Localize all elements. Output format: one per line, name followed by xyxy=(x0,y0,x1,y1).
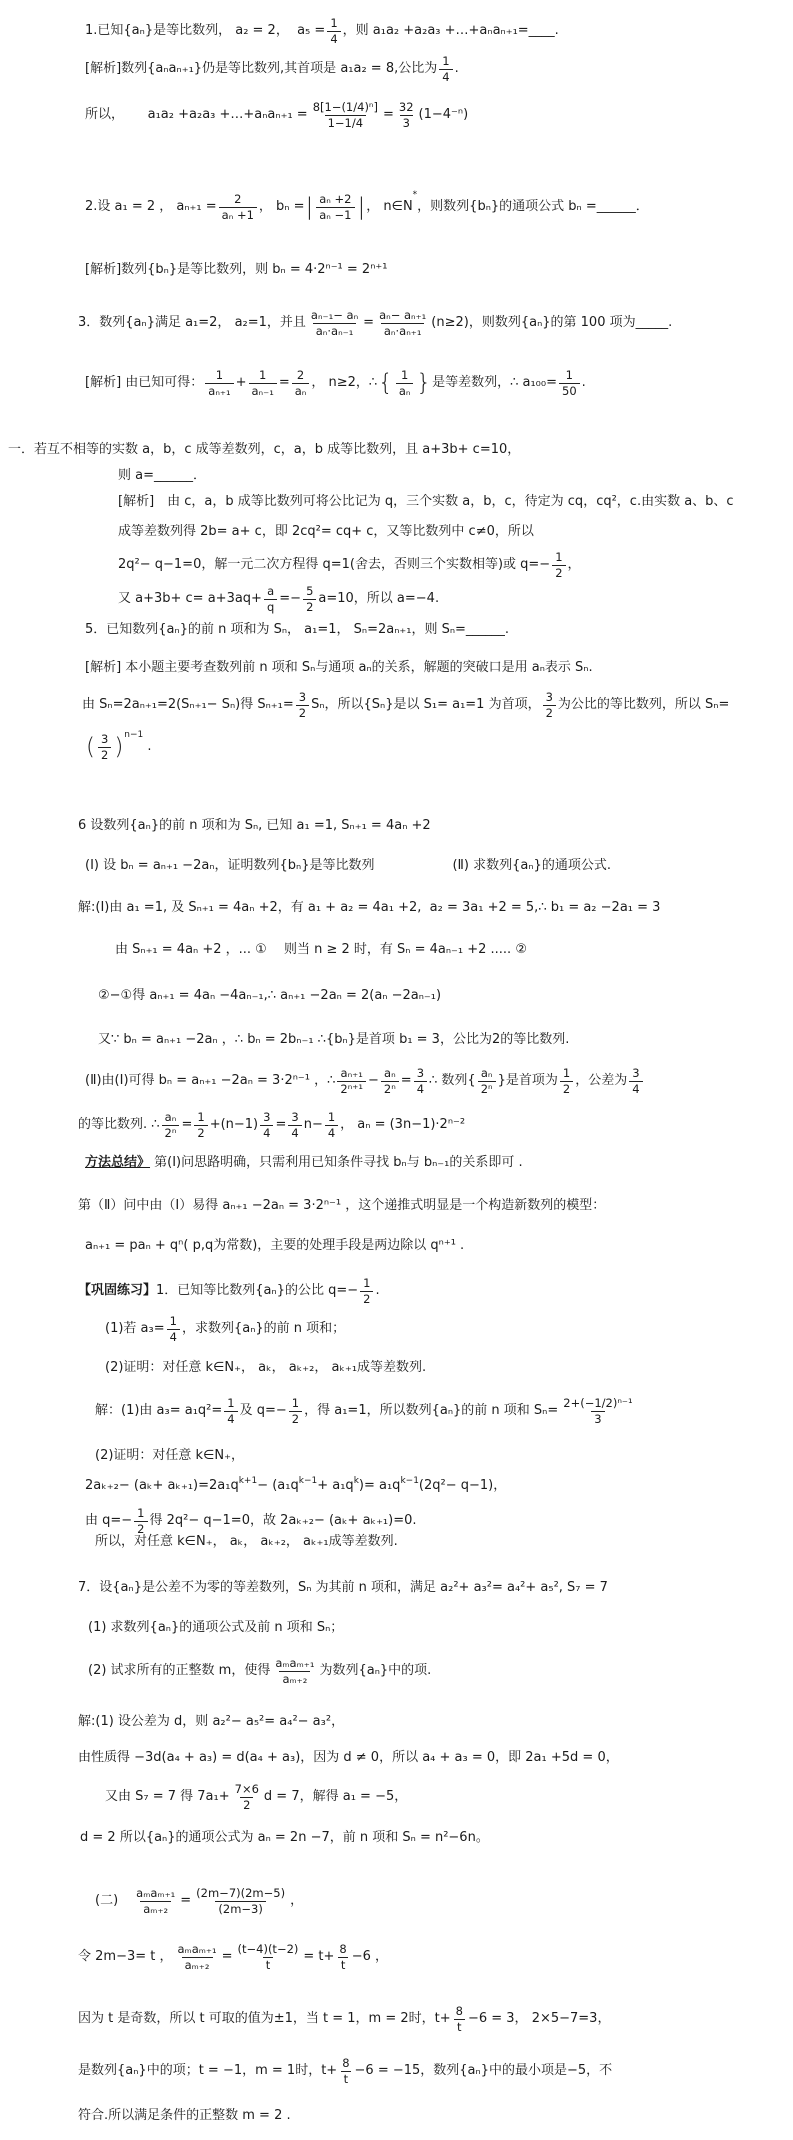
text-run: [解析] 由已知可得： xyxy=(85,375,204,391)
superscript: k xyxy=(353,1476,359,1486)
text-run: (2)证明：对任意 k∈N₊， aₖ， aₖ₊₂， aₖ₊₁成等差数列. xyxy=(105,1360,427,1375)
fraction-numerator: 5 xyxy=(306,584,314,598)
fraction-denominator: 4 xyxy=(439,69,452,85)
math-fraction xyxy=(205,368,233,399)
fraction-denominator: 2 xyxy=(240,1797,253,1813)
fraction-denominator: 4 xyxy=(325,1125,338,1141)
text-run: 的等比数列. ∴ xyxy=(78,1117,160,1133)
text-run: 成等差数列得 2b= a+ c，即 2cq²= cq+ c，又等比数列中 c≠0，所以 xyxy=(118,524,534,539)
text-run: 及 q=− xyxy=(239,1403,287,1419)
math-fraction xyxy=(560,1066,573,1097)
math-fraction xyxy=(288,1110,301,1141)
math-fraction xyxy=(272,1656,317,1687)
doc-line xyxy=(78,1942,388,1973)
math-fraction xyxy=(327,16,340,47)
math-fraction xyxy=(453,2004,466,2035)
doc-line xyxy=(82,690,729,721)
math-fraction xyxy=(162,1110,180,1141)
text-run: aₙ₊₁ = paₙ + qⁿ( p,q为常数)，主要的处理手段是两边除以 qⁿ⁺¹ . xyxy=(85,1238,465,1253)
doc-line xyxy=(95,1396,638,1427)
text-run: = xyxy=(383,107,394,123)
fraction-denominator: aₘ₊₂ xyxy=(279,1671,310,1687)
fraction-denominator: aₙ₊₁ xyxy=(205,383,233,399)
doc-line xyxy=(85,1506,417,1537)
text-run: (n≥2)，则数列{aₙ}的第 100 项为_____. xyxy=(431,315,673,331)
text-run: ∴ 数列{ xyxy=(429,1073,476,1089)
fraction-numerator: 1 xyxy=(400,368,409,382)
math-fraction xyxy=(439,54,452,85)
text-run: d = 2 所以{aₙ}的通项公式为 aₙ = 2n −7，前 n 项和 Sₙ = n²−6n。 xyxy=(80,1830,489,1845)
text-run: (1)若 a₃= xyxy=(105,1321,165,1337)
doc-line xyxy=(85,1238,464,1254)
text-run: 为数列{aₙ}中的项. xyxy=(319,1663,432,1679)
fraction-numerator: 8 xyxy=(339,1942,347,1956)
math-fraction xyxy=(559,368,580,399)
doc-line xyxy=(85,660,593,676)
text-run: 又由 S₇ = 7 得 7a₁+ xyxy=(105,1789,230,1805)
text-run: 所以，对任意 k∈N₊， aₖ， aₖ₊₂， aₖ₊₁成等差数列. xyxy=(95,1534,398,1549)
fraction-denominator: 2 xyxy=(360,1291,373,1307)
doc-line xyxy=(85,858,611,874)
fraction-numerator: a xyxy=(267,584,275,598)
doc-line xyxy=(118,494,734,510)
math-fraction xyxy=(292,368,310,399)
doc-line xyxy=(78,2004,610,2035)
text-run: )= a₁q xyxy=(358,1478,401,1493)
math-fraction xyxy=(194,1110,207,1141)
text-run: − xyxy=(367,1073,379,1089)
big-delimiter: ) xyxy=(114,733,124,760)
doc-line xyxy=(8,442,520,458)
fraction-numerator: 1 xyxy=(227,1396,235,1410)
doc-line xyxy=(95,1886,303,1917)
doc-line xyxy=(85,262,387,278)
text-run: 2aₖ₊₂− (aₖ+ aₖ₊₁)=2a₁q xyxy=(85,1478,239,1493)
text-run: 2.设 a₁ = 2 ， aₙ₊₁ = xyxy=(85,199,217,215)
text-run: (Ⅱ)由(Ⅰ)可得 bₙ = aₙ₊₁ −2aₙ = 3·2ⁿ⁻¹ ，∴ xyxy=(85,1073,336,1089)
text-run: a=10，所以 a=−4. xyxy=(318,591,440,607)
math-fraction xyxy=(175,1942,220,1973)
text-run: 是数列{aₙ}中的项；t = −1，m = 1时，t+ xyxy=(78,2063,338,2079)
doc-line xyxy=(85,368,586,399)
text-run: 1．已知等比数列{aₙ}的公比 q=− xyxy=(156,1283,359,1299)
doc-line xyxy=(85,16,559,47)
doc-line xyxy=(98,988,441,1004)
text-run: 得 2q²− q−1=0，故 2aₖ₊₂− (aₖ+ aₖ₊₁)=0. xyxy=(149,1513,417,1529)
doc-line xyxy=(98,1032,569,1048)
doc-line xyxy=(78,2056,612,2087)
math-fraction xyxy=(260,1110,273,1141)
fraction-denominator: 2 xyxy=(98,747,111,763)
math-fraction xyxy=(543,690,556,721)
fraction-denominator: t xyxy=(263,1957,274,1973)
fraction-numerator: 1 xyxy=(363,1276,371,1290)
fraction-numerator: 3 xyxy=(632,1066,640,1080)
doc-line xyxy=(85,54,459,85)
text-run: 符合.所以满足条件的正整数 m = 2 . xyxy=(78,2108,291,2123)
fraction-denominator: aₙ xyxy=(396,383,414,399)
fraction-numerator: 1 xyxy=(330,16,338,30)
text-run: 因为 t 是奇数，所以 t 可取的值为±1，当 t = 1，m = 2时，t+ xyxy=(78,2011,451,2027)
fraction-denominator: 2 xyxy=(560,1081,573,1097)
fraction-denominator: 1−1/4 xyxy=(325,115,366,131)
fraction-denominator: 4 xyxy=(224,1411,237,1427)
math-fraction xyxy=(336,1942,349,1973)
doc-line xyxy=(118,524,534,540)
fraction-numerator: aₙ xyxy=(164,1110,177,1124)
math-fraction xyxy=(414,1066,427,1097)
math-fraction xyxy=(235,1942,302,1973)
text-run: ，求数列{aₙ}的前 n 项和； xyxy=(181,1321,346,1337)
text-run: d = 7，解得 a₁ = −5， xyxy=(263,1789,408,1805)
text-run: +(n−1) xyxy=(209,1117,259,1133)
text-run: ， xyxy=(290,1893,304,1909)
doc-line xyxy=(85,192,649,223)
text-run: [解析]数列{bₙ}是等比数列，则 bₙ = 4·2ⁿ⁻¹ = 2ⁿ⁺¹ xyxy=(85,262,388,277)
text-run: . xyxy=(375,1283,380,1299)
fraction-denominator: 2 xyxy=(303,599,316,615)
doc-line xyxy=(78,308,672,339)
math-fraction xyxy=(325,1110,338,1141)
doc-line xyxy=(105,1314,345,1345)
math-fraction xyxy=(316,192,354,223)
doc-line xyxy=(118,584,439,615)
fraction-numerator: 3 xyxy=(298,690,307,704)
fraction-numerator: aₙ xyxy=(384,1066,396,1080)
fraction-denominator: aₙ +1 xyxy=(219,207,257,223)
math-fraction xyxy=(478,1066,496,1097)
doc-line xyxy=(88,1620,343,1636)
fraction-denominator: aₙ xyxy=(292,383,310,399)
fraction-numerator: 32 xyxy=(398,100,414,114)
fraction-numerator: 3 xyxy=(100,732,109,746)
math-fraction xyxy=(249,368,277,399)
underlined-heading: 方法总结》 xyxy=(85,1155,151,1170)
fraction-denominator: 2ⁿ xyxy=(478,1081,496,1097)
fraction-numerator: 3 xyxy=(291,1110,299,1124)
fraction-numerator: 8[1−(1/4)ⁿ] xyxy=(312,100,378,114)
math-fraction xyxy=(396,100,417,131)
fraction-denominator: t xyxy=(338,1957,349,1973)
text-run: . xyxy=(143,739,152,755)
math-fraction xyxy=(296,690,309,721)
text-run: (二) xyxy=(95,1893,132,1909)
text-run: 又∵ bₙ = aₙ₊₁ −2aₙ ，∴ bₙ = 2bₙ₋₁ ∴{bₙ}是首项 b₁ = 3，公比为2的等比数列. xyxy=(98,1032,570,1047)
fraction-numerator: 1 xyxy=(215,368,224,382)
doc-line xyxy=(78,1276,380,1307)
text-run: 第(Ⅰ)问思路明确，只需利用已知条件寻找 bₙ与 bₙ₋₁的关系即可 . xyxy=(150,1155,523,1170)
fraction-numerator: 8 xyxy=(342,2056,350,2070)
text-run: [解析]数列{aₙaₙ₊₁}仍是等比数列,其首项是 a₁a₂ = 8,公比为 xyxy=(85,61,438,77)
math-fraction xyxy=(376,308,429,339)
fraction-numerator: 2 xyxy=(296,368,305,382)
text-run: 由性质得 −3d(a₄ + a₃) = d(a₄ + a₃)，因为 d ≠ 0，所以 a₄ + a₃ = 0，即 2a₁ +5d = 0， xyxy=(78,1750,619,1765)
text-run: 1.已知{aₙ}是等比数列， a₂ = 2， a₅ = xyxy=(85,23,326,39)
superscript: n−1 xyxy=(124,730,144,740)
text-run: 3．数列{aₙ}满足 a₁=2， a₂=1，并且 xyxy=(78,315,306,331)
text-run: + xyxy=(235,375,247,391)
superscript: k−1 xyxy=(298,1476,318,1486)
fraction-numerator: 3 xyxy=(545,690,553,704)
fraction-numerator: (t−4)(t−2) xyxy=(237,1942,299,1956)
fraction-numerator: 1 xyxy=(169,1314,177,1328)
math-fraction xyxy=(219,192,257,223)
text-run: 由 Sₙ₊₁ = 4aₙ +2 ，... ① 则当 n ≥ 2 时，有 Sₙ = 4aₙ₋₁ +2 ..... ② xyxy=(115,942,527,957)
text-run: = xyxy=(181,1117,193,1133)
fraction-numerator: 1 xyxy=(258,368,267,382)
text-run: ， bₙ = xyxy=(258,199,305,215)
text-run: ，公差为 xyxy=(575,1073,628,1089)
fraction-denominator: (2m−3) xyxy=(215,1901,265,1917)
fraction-numerator: (2m−7)(2m−5) xyxy=(196,1886,286,1900)
fraction-numerator: 1 xyxy=(562,1066,571,1080)
doc-line xyxy=(78,2108,291,2124)
fraction-denominator: aₙ₋₁ xyxy=(249,383,277,399)
doc-line xyxy=(78,1198,605,1214)
fraction-denominator: 4 xyxy=(260,1125,273,1141)
math-fraction xyxy=(310,100,381,131)
fraction-denominator: 2 xyxy=(543,705,556,721)
text-run: ， n∈N xyxy=(366,199,413,215)
doc-line xyxy=(88,1656,431,1687)
text-run: Sₙ，所以{Sₙ}是以 S₁= a₁=1 为首项， xyxy=(311,697,541,713)
doc-line xyxy=(85,1155,523,1171)
doc-line xyxy=(78,900,660,916)
superscript: k+1 xyxy=(238,1476,258,1486)
text-run: ， xyxy=(567,557,581,573)
text-run: = xyxy=(363,315,375,331)
doc-line xyxy=(85,1066,645,1097)
fraction-denominator: 2 xyxy=(296,705,309,721)
fraction-denominator: 4 xyxy=(414,1081,427,1097)
text-run: 第（Ⅱ）问中由（Ⅰ）易得 aₙ₊₁ −2aₙ = 3·2ⁿ⁻¹ ，这个递推式明显是一个构造新数列的模型： xyxy=(78,1198,606,1213)
fraction-numerator: 7×6 xyxy=(234,1782,259,1796)
fraction-denominator: 2ⁿ xyxy=(381,1081,399,1097)
doc-line xyxy=(78,1580,608,1596)
fraction-denominator: 2 xyxy=(289,1411,302,1427)
text-run: . xyxy=(454,61,459,77)
fraction-denominator: aₘ₊₂ xyxy=(182,1957,213,1973)
text-run: + a₁q xyxy=(317,1478,354,1493)
fraction-numerator: aₙ− aₙ₊₁ xyxy=(379,308,427,322)
fraction-numerator: aₘaₘ₊₁ xyxy=(177,1942,217,1956)
big-delimiter: ( xyxy=(86,733,95,760)
math-fraction xyxy=(224,1396,237,1427)
text-run: ， aₙ = (3n−1)·2ⁿ⁻² xyxy=(340,1117,466,1133)
text-run: n− xyxy=(303,1117,323,1133)
text-run: 5．已知数列{aₙ}的前 n 项和为 Sₙ， a₁=1， Sₙ=2aₙ₊₁，则 Sₙ=______. xyxy=(85,622,510,637)
doc-line xyxy=(78,1714,344,1730)
math-fraction xyxy=(337,1066,366,1097)
fraction-numerator: 2+(−1/2)ⁿ⁻¹ xyxy=(563,1396,633,1410)
doc-line xyxy=(118,550,581,581)
fraction-numerator: 1 xyxy=(291,1396,300,1410)
fraction-denominator: 4 xyxy=(288,1125,301,1141)
math-fraction xyxy=(396,368,414,399)
fraction-denominator: q xyxy=(264,599,277,615)
text-run: = xyxy=(275,1117,287,1133)
text-run: 2q²− q−1=0，解一元二次方程得 q=1(舍去，否则三个实数相等)或 q=− xyxy=(118,557,551,573)
text-run: ，则数列{bₙ}的通项公式 bₙ =______． xyxy=(417,199,649,215)
math-fraction xyxy=(264,584,277,615)
text-run: 则 a=______． xyxy=(118,468,206,483)
fraction-numerator: 3 xyxy=(416,1066,425,1080)
doc-line xyxy=(85,622,509,638)
text-run: (Ⅰ) 设 bₙ = aₙ₊₁ −2aₙ，证明数列{bₙ}是等比数列 (Ⅱ) 求数列{aₙ}的通项公式. xyxy=(85,858,611,873)
fraction-denominator: aₙ·aₙ₋₁ xyxy=(313,323,357,339)
doc-line xyxy=(78,818,431,834)
text-run: =− xyxy=(279,591,302,607)
text-run: (2) 试求所有的正整数 m，使得 xyxy=(88,1663,271,1679)
fraction-denominator: 4 xyxy=(167,1329,180,1345)
fraction-denominator: 3 xyxy=(400,115,413,131)
doc-line xyxy=(85,732,152,763)
big-delimiter: | xyxy=(305,193,314,220)
fraction-numerator: aₘaₘ₊₁ xyxy=(136,1886,176,1900)
fraction-numerator: 1 xyxy=(555,550,563,564)
text-run: = t+ xyxy=(303,1949,335,1965)
doc-line xyxy=(115,942,527,958)
math-fraction xyxy=(360,1276,373,1307)
fraction-numerator: 1 xyxy=(565,368,573,382)
fraction-numerator: aₙ +2 xyxy=(319,192,352,206)
doc-line xyxy=(118,468,206,484)
text-run: −6 = 3， 2×5−7=3， xyxy=(467,2011,611,2027)
text-run: (1−4⁻ⁿ) xyxy=(418,107,469,123)
text-run: 由 Sₙ=2aₙ₊₁=2(Sₙ₊₁− Sₙ)得 Sₙ₊₁= xyxy=(82,697,294,713)
text-run: [解析] 本小题主要考查数列前 n 项和 Sₙ与通项 aₙ的关系，解题的突破口是用 aₙ表示 Sₙ. xyxy=(85,660,593,675)
fraction-numerator: 1 xyxy=(137,1506,145,1520)
text-run: 令 2m−3= t ， xyxy=(78,1949,173,1965)
fraction-numerator: 1 xyxy=(327,1110,336,1124)
doc-line xyxy=(95,1534,398,1550)
text-run: − (a₁q xyxy=(257,1478,299,1493)
text-run: 又 a+3b+ c= a+3aq+ xyxy=(118,591,262,607)
fraction-denominator: 2ⁿ xyxy=(162,1125,180,1141)
superscript: k−1 xyxy=(400,1476,419,1486)
text-run: . xyxy=(581,375,586,391)
text-run: (2)证明：对任意 k∈N₊， xyxy=(95,1448,244,1463)
text-run: 解：(1)由 a₃= a₁q²= xyxy=(95,1403,223,1419)
text-run: 6 设数列{aₙ}的前 n 项和为 Sₙ, 已知 a₁ =1, Sₙ₊₁ = 4aₙ +2 xyxy=(78,818,431,833)
doc-line xyxy=(80,1830,489,1846)
text-run: }是首项为 xyxy=(497,1073,558,1089)
fraction-denominator: 3 xyxy=(591,1411,604,1427)
fraction-denominator: aₘ₊₂ xyxy=(140,1901,171,1917)
fraction-numerator: aₙ xyxy=(480,1066,493,1080)
text-run: = xyxy=(400,1073,412,1089)
fraction-denominator: 2ⁿ⁺¹ xyxy=(337,1081,366,1097)
fraction-denominator: 4 xyxy=(327,31,340,47)
text-run: 是等差数列，∴ a₁₀₀= xyxy=(432,375,557,391)
big-delimiter: | xyxy=(357,193,366,220)
fraction-denominator: 2 xyxy=(552,565,565,581)
text-run: 7．设{aₙ}是公差不为零的等差数列，Sₙ 为其前 n 项和，满足 a₂²+ a₃²= a₄²+ a₅², S₇ = 7 xyxy=(78,1580,608,1595)
fraction-denominator: 2 xyxy=(134,1521,147,1537)
fraction-denominator: aₙ −1 xyxy=(316,207,354,223)
big-delimiter: { xyxy=(378,369,393,396)
text-run: ，得 a₁=1，所以数列{aₙ}的前 n 项和 Sₙ= xyxy=(304,1403,559,1419)
fraction-denominator: t xyxy=(454,2019,465,2035)
math-fraction xyxy=(308,308,361,339)
text-run: = xyxy=(221,1949,233,1965)
math-fraction xyxy=(289,1396,302,1427)
text-run: ，则 a₁a₂ +a₂a₃ +…+aₙaₙ₊₁=____. xyxy=(342,23,559,39)
text-run: 一．若互不相等的实数 a，b，c 成等差数列，c，a，b 成等比数列，且 a+3b+ c=10， xyxy=(8,442,521,457)
superscript: * xyxy=(412,190,418,200)
doc-line xyxy=(85,100,468,131)
math-fraction xyxy=(560,1396,635,1427)
doc-line xyxy=(95,1448,244,1464)
fraction-numerator: aₙ₋₁− aₙ xyxy=(310,308,359,322)
fraction-numerator: 1 xyxy=(197,1110,205,1124)
math-fraction xyxy=(193,1886,288,1917)
text-run: = xyxy=(278,375,290,391)
fraction-denominator: t xyxy=(341,2071,352,2087)
math-fraction xyxy=(303,584,316,615)
text-run: (1) 求数列{aₙ}的通项公式及前 n 项和 Sₙ； xyxy=(88,1620,344,1635)
text-run: 为公比的等比数列，所以 Sₙ= xyxy=(557,697,730,713)
fraction-numerator: 1 xyxy=(442,54,450,68)
text-run: (2q²− q−1)， xyxy=(418,1478,507,1493)
text-run: 由 q=− xyxy=(85,1513,133,1529)
text-run: 解:(Ⅰ)由 a₁ =1, 及 Sₙ₊₁ = 4aₙ +2，有 a₁ + a₂ = 4a₁ +2, a₂ = 3a₁ +2 = 5,∴ b₁ = a₂ −2a₁ = 3 xyxy=(78,900,661,915)
big-delimiter: } xyxy=(416,369,432,396)
text-run: [解析] 由 c，a，b 成等比数列可将公比记为 q，三个实数 a，b，c，待定为 cq，cq²，c.由实数 a、b、c xyxy=(118,494,734,509)
doc-line xyxy=(105,1782,407,1813)
fraction-denominator: aₙ·aₙ₊₁ xyxy=(381,323,425,339)
fraction-numerator: 2 xyxy=(234,192,242,206)
text-run: 解:(1) 设公差为 d，则 a₂²− a₅²= a₄²− a₃²， xyxy=(78,1714,345,1729)
math-fraction xyxy=(134,1506,147,1537)
fraction-denominator: 2 xyxy=(194,1125,207,1141)
math-fraction xyxy=(381,1066,399,1097)
math-fraction xyxy=(133,1886,178,1917)
text-run: ②−①得 aₙ₊₁ = 4aₙ −4aₙ₋₁,∴ aₙ₊₁ −2aₙ = 2(aₙ −2aₙ₋₁) xyxy=(98,988,442,1003)
math-fraction xyxy=(98,732,111,763)
math-fraction xyxy=(339,2056,352,2087)
doc-line xyxy=(78,1750,619,1766)
fraction-numerator: aₘaₘ₊₁ xyxy=(275,1656,315,1670)
doc-line xyxy=(78,1110,465,1141)
math-fraction xyxy=(167,1314,180,1345)
doc-line xyxy=(105,1360,426,1376)
bold-label: 【巩固练习】 xyxy=(78,1283,157,1299)
text-run: ， n≥2，∴ xyxy=(311,375,378,391)
math-fraction xyxy=(629,1066,642,1097)
fraction-numerator: 3 xyxy=(263,1110,271,1124)
math-fraction xyxy=(232,1782,262,1813)
text-run: −6 = −15，数列{aₙ}中的最小项是−5，不 xyxy=(354,2063,613,2079)
text-run: = xyxy=(180,1893,192,1909)
doc-line xyxy=(85,1478,506,1494)
fraction-numerator: 8 xyxy=(455,2004,463,2018)
text-run: −6 ， xyxy=(351,1949,389,1965)
fraction-denominator: 4 xyxy=(629,1081,642,1097)
math-fraction xyxy=(552,550,565,581)
fraction-numerator: aₙ₊₁ xyxy=(340,1066,363,1080)
fraction-denominator: 50 xyxy=(559,383,580,399)
text-run: 所以， a₁a₂ +a₂a₃ +…+aₙaₙ₊₁ = xyxy=(85,107,308,123)
